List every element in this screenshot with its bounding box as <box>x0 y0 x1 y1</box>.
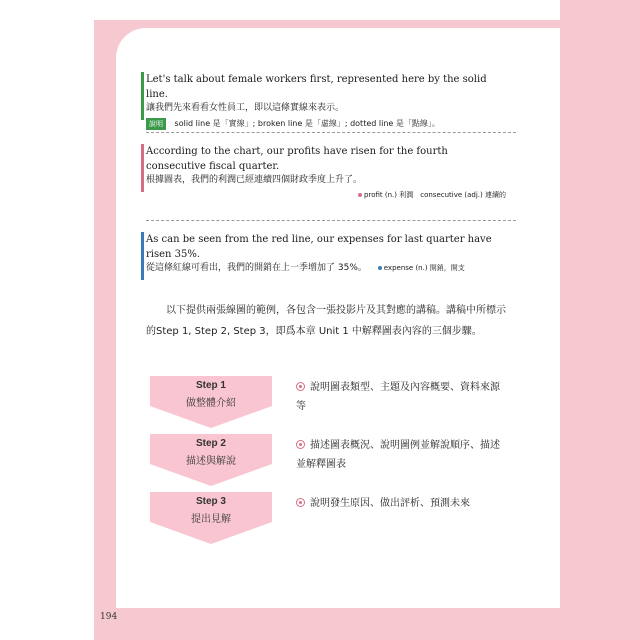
step-3-arrow <box>150 492 272 548</box>
note-label: 說明 <box>146 118 166 130</box>
example-2 <box>146 144 506 200</box>
step-2-arrow <box>150 434 272 490</box>
step-1-arrow <box>150 376 272 432</box>
page-number: 194 <box>100 612 118 622</box>
example-1-note <box>146 118 506 130</box>
step-2-description: 描述圖表概況、說明圖例並解說順序、描述並解釋圖表 <box>296 440 500 470</box>
bullet-icon <box>378 266 382 270</box>
example-3-bar <box>141 232 144 280</box>
example-3 <box>146 232 506 275</box>
divider <box>146 220 516 221</box>
step-2-title: Step 2 <box>195 438 226 449</box>
step-1-description: 說明圖表類型、主題及內容概要、資料來源等 <box>296 382 500 412</box>
example-1-chinese: 讓我們先來看看女性員工，即以這條實線來表示。 <box>146 103 345 113</box>
step-3-subtitle: 提出見解 <box>191 514 231 525</box>
note-text: solid line 是「實線」; broken line 是「虛線」; dotted line 是「點線」。 <box>174 119 440 128</box>
bullet-icon <box>358 193 362 197</box>
intro-paragraph: 以下提供兩張線圖的範例，各包含一張投影片及其對應的講稿。講稿中所標示的Step 1, Step 2, Step 3，即爲本章 Unit 1 中解釋圖表內容的三個步驟。 <box>146 305 506 337</box>
example-2-chinese: 根據圖表，我們的利潤已經連續四個財政季度上升了。 <box>146 175 363 185</box>
step-2-subtitle: 描述與解說 <box>186 456 236 467</box>
page-top-margin <box>0 0 560 20</box>
step-1-title: Step 1 <box>195 380 226 391</box>
divider <box>146 132 516 133</box>
example-3-chinese: 從這條紅線可看出，我們的開銷在上一季增加了 35%。 <box>146 263 367 273</box>
page-margin <box>0 0 94 640</box>
example-1 <box>146 72 506 130</box>
bullet-icon <box>296 498 305 507</box>
example-1-bar <box>141 72 144 120</box>
example-1-english: Let's talk about female workers first, represented here by the solid line. <box>146 74 487 100</box>
step-3-title: Step 3 <box>195 496 226 507</box>
example-3-vocab: expense (n.) 開銷，開支 <box>378 264 465 272</box>
example-2-bar <box>141 144 144 192</box>
bullet-icon <box>296 382 305 391</box>
example-2-english: According to the chart, our profits have risen for the fourth consecutive fiscal quarter. <box>146 146 448 172</box>
step-1-subtitle: 做整體介紹 <box>186 398 236 409</box>
example-2-vocab: profit (n.) 利潤 consecutive (adj.) 連續的 <box>146 190 506 200</box>
step-3-description: 說明發生原因、做出評析、預測未來 <box>296 494 506 513</box>
example-3-chinese-row <box>146 262 506 275</box>
example-3-english: As can be seen from the red line, our expenses for last quarter have risen 35%. <box>146 234 492 260</box>
bullet-icon <box>296 440 305 449</box>
